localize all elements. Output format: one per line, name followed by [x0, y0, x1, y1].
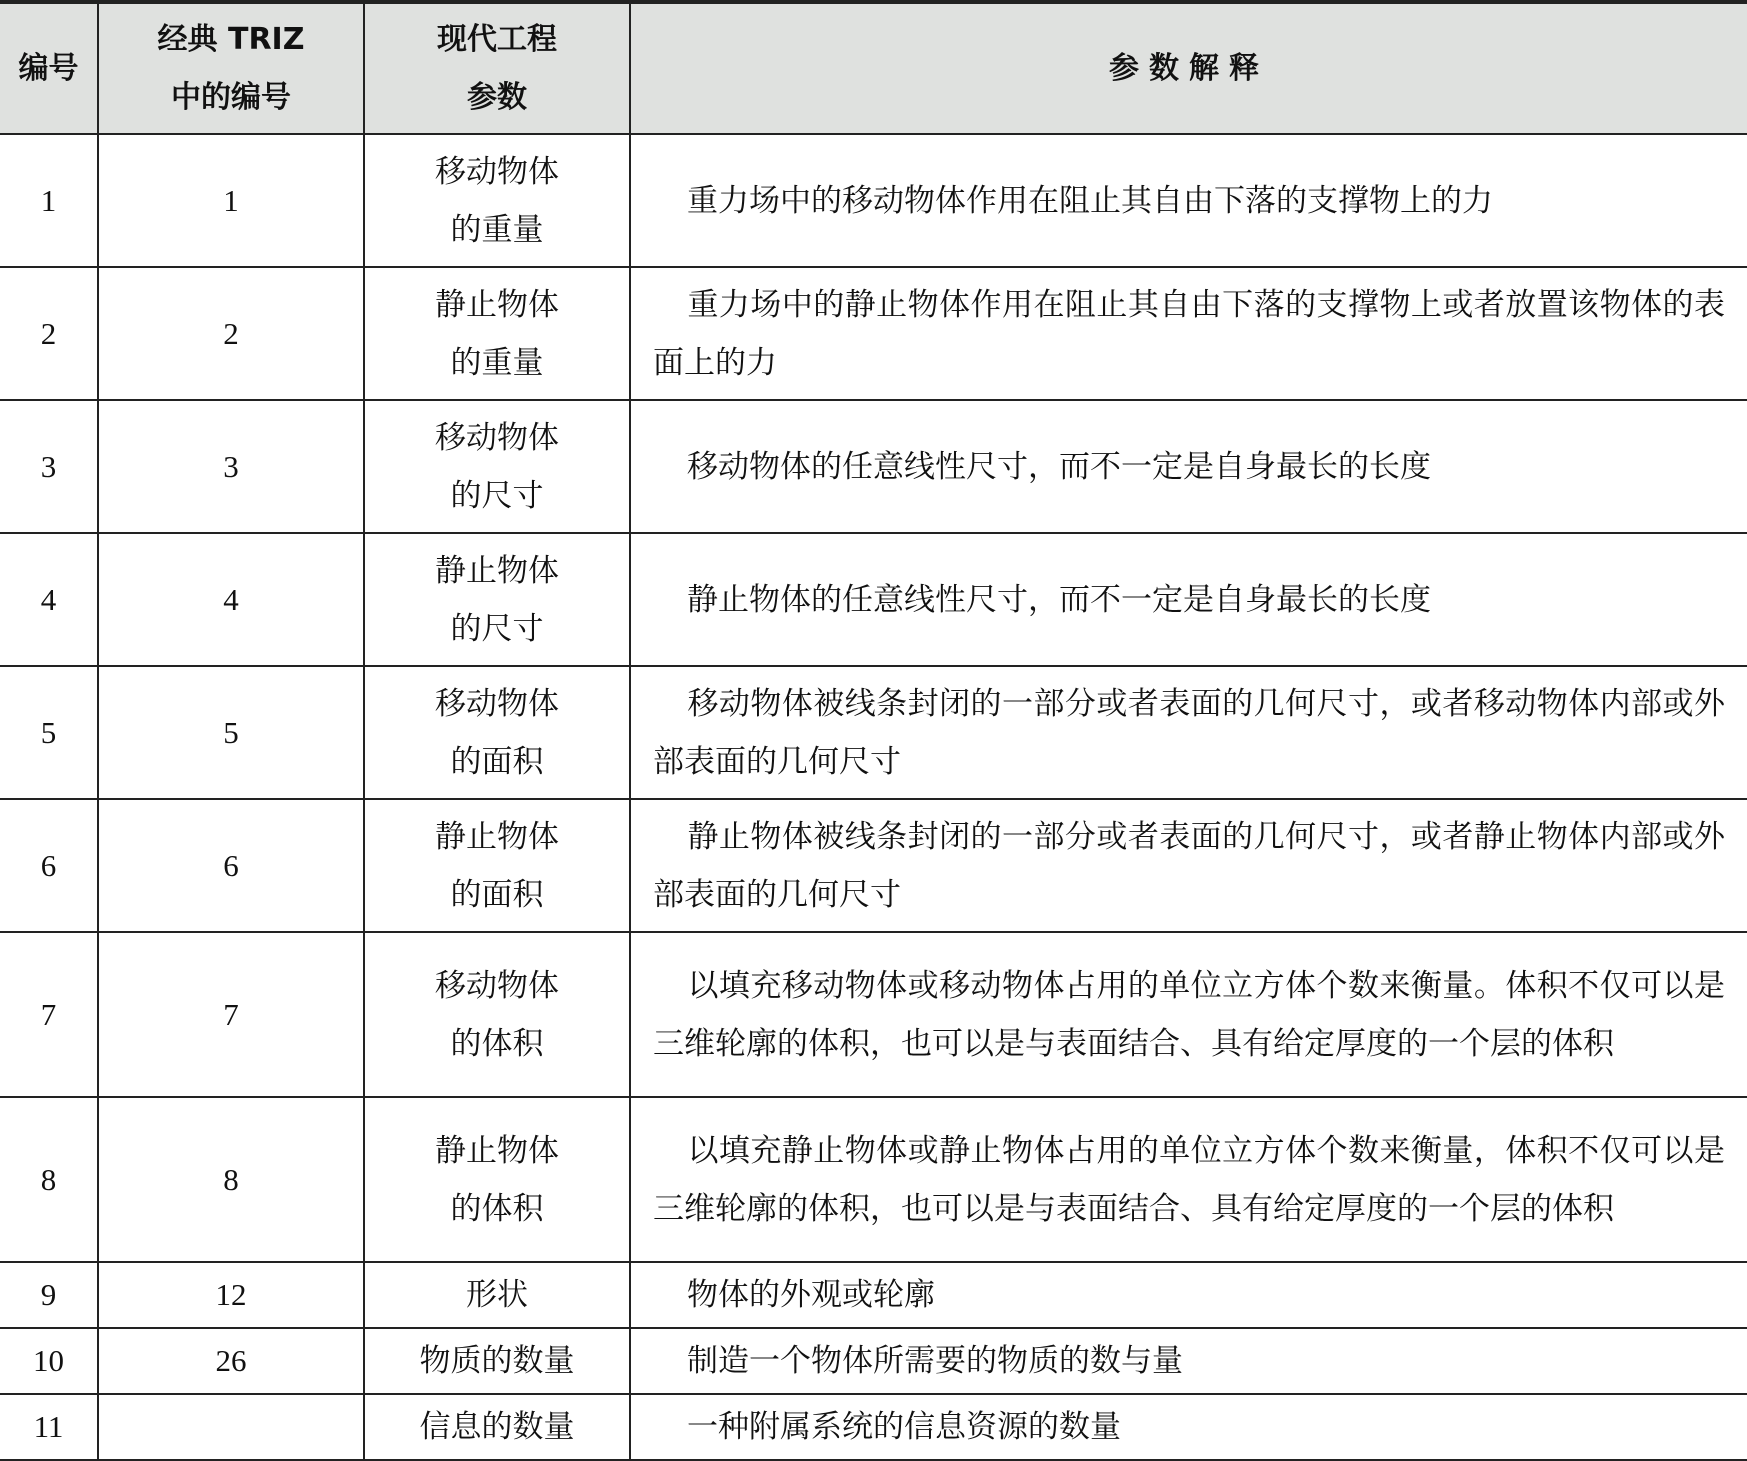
table-row [0, 799, 1747, 932]
explanation-text: 移动物体被线条封闭的一部分或者表面的几何尺寸，或者移动物体内部或外部表面的几何尺寸 [653, 685, 1725, 779]
table-row [0, 400, 1747, 533]
cell-explanation [630, 400, 1747, 533]
table-header [0, 2, 1747, 134]
explanation-text: 重力场中的静止物体作用在阻止其自由下落的支撑物上或者放置该物体的表面上的力 [653, 286, 1725, 380]
cell-triz-number: 7 [98, 932, 364, 1097]
table-row [0, 134, 1747, 267]
cell-triz-number: 1 [98, 134, 364, 267]
cell-parameter [364, 533, 630, 666]
header-number [0, 2, 98, 134]
cell-explanation [630, 134, 1747, 267]
cell-explanation [630, 1097, 1747, 1262]
cell-number: 10 [0, 1328, 98, 1394]
cell-explanation [630, 666, 1747, 799]
cell-explanation [630, 1328, 1747, 1394]
parameter-line1: 静止物体 [435, 818, 559, 854]
cell-number: 4 [0, 533, 98, 666]
cell-number: 7 [0, 932, 98, 1097]
explanation-text: 重力场中的移动物体作用在阻止其自由下落的支撑物上的力 [687, 182, 1493, 218]
parameter-line1: 移动物体 [435, 685, 559, 721]
parameter-line1: 静止物体 [435, 1132, 559, 1168]
parameter-line2: 的面积 [450, 876, 544, 912]
table-row [0, 1097, 1747, 1262]
parameter-line2: 的体积 [450, 1190, 544, 1226]
cell-parameter: 物质的数量 [364, 1328, 630, 1394]
cell-explanation [630, 267, 1747, 400]
explanation-text: 一种附属系统的信息资源的数量 [687, 1409, 1121, 1444]
header-explanation [630, 2, 1747, 134]
cell-number: 9 [0, 1262, 98, 1328]
parameter-line1: 静止物体 [435, 552, 559, 588]
cell-number: 6 [0, 799, 98, 932]
header-triz-number [98, 2, 364, 134]
parameter-line1: 静止物体 [435, 286, 559, 322]
cell-parameter: 信息的数量 [364, 1394, 630, 1460]
header-triz-line1: 经典 TRIZ [157, 21, 305, 57]
cell-number: 1 [0, 134, 98, 267]
cell-parameter: 形状 [364, 1262, 630, 1328]
table-row [0, 932, 1747, 1097]
cell-explanation [630, 1394, 1747, 1460]
table-row [0, 1328, 1747, 1394]
header-parameter [364, 2, 630, 134]
explanation-text: 以填充静止物体或静止物体占用的单位立方体个数来衡量，体积不仅可以是三维轮廓的体积，也可以是与表面结合、具有给定厚度的一个层的体积 [653, 1132, 1725, 1226]
parameter-line2: 的尺寸 [450, 477, 544, 513]
cell-parameter [364, 1097, 630, 1262]
explanation-text: 静止物体的任意线性尺寸，而不一定是自身最长的长度 [687, 581, 1431, 617]
cell-triz-number: 3 [98, 400, 364, 533]
cell-number: 3 [0, 400, 98, 533]
cell-parameter [364, 400, 630, 533]
parameter-line2: 的体积 [450, 1025, 544, 1061]
explanation-text: 移动物体的任意线性尺寸，而不一定是自身最长的长度 [687, 448, 1431, 484]
cell-triz-number: 2 [98, 267, 364, 400]
cell-parameter [364, 799, 630, 932]
cell-triz-number: 5 [98, 666, 364, 799]
explanation-text: 静止物体被线条封闭的一部分或者表面的几何尺寸，或者静止物体内部或外部表面的几何尺寸 [653, 818, 1725, 912]
header-explanation-label: 参数解释 [1109, 50, 1269, 86]
cell-parameter [364, 134, 630, 267]
table-row [0, 267, 1747, 400]
header-row [0, 2, 1747, 134]
parameter-line2: 的面积 [450, 743, 544, 779]
cell-triz-number: 6 [98, 799, 364, 932]
cell-explanation [630, 1262, 1747, 1328]
cell-triz-number: 26 [98, 1328, 364, 1394]
cell-number: 2 [0, 267, 98, 400]
cell-triz-number: 12 [98, 1262, 364, 1328]
cell-number: 11 [0, 1394, 98, 1460]
parameter-line1: 移动物体 [435, 967, 559, 1003]
table-row [0, 533, 1747, 666]
cell-number: 8 [0, 1097, 98, 1262]
table-row [0, 1394, 1747, 1460]
parameter-line2: 的尺寸 [450, 610, 544, 646]
cell-parameter [364, 267, 630, 400]
cell-explanation [630, 932, 1747, 1097]
header-number-label: 编号 [18, 50, 79, 86]
table-row [0, 666, 1747, 799]
parameter-line2: 的重量 [450, 211, 544, 247]
cell-triz-number: 4 [98, 533, 364, 666]
header-parameter-line2: 参数 [467, 79, 527, 115]
parameter-line2: 的重量 [450, 344, 544, 380]
parameter-line1: 移动物体 [435, 419, 559, 455]
cell-triz-number [98, 1394, 364, 1460]
explanation-text: 以填充移动物体或移动物体占用的单位立方体个数来衡量。体积不仅可以是三维轮廓的体积，也可以是与表面结合、具有给定厚度的一个层的体积 [653, 967, 1725, 1061]
cell-parameter [364, 932, 630, 1097]
table-row [0, 1262, 1747, 1328]
cell-triz-number: 8 [98, 1097, 364, 1262]
cell-number: 5 [0, 666, 98, 799]
explanation-text: 物体的外观或轮廓 [687, 1277, 935, 1312]
header-parameter-line1: 现代工程 [437, 21, 557, 57]
header-triz-line2: 中的编号 [171, 79, 291, 115]
cell-explanation [630, 533, 1747, 666]
cell-explanation [630, 799, 1747, 932]
cell-parameter [364, 666, 630, 799]
parameter-line1: 移动物体 [435, 153, 559, 189]
explanation-text: 制造一个物体所需要的物质的数与量 [687, 1343, 1183, 1378]
table-body [0, 134, 1747, 1460]
